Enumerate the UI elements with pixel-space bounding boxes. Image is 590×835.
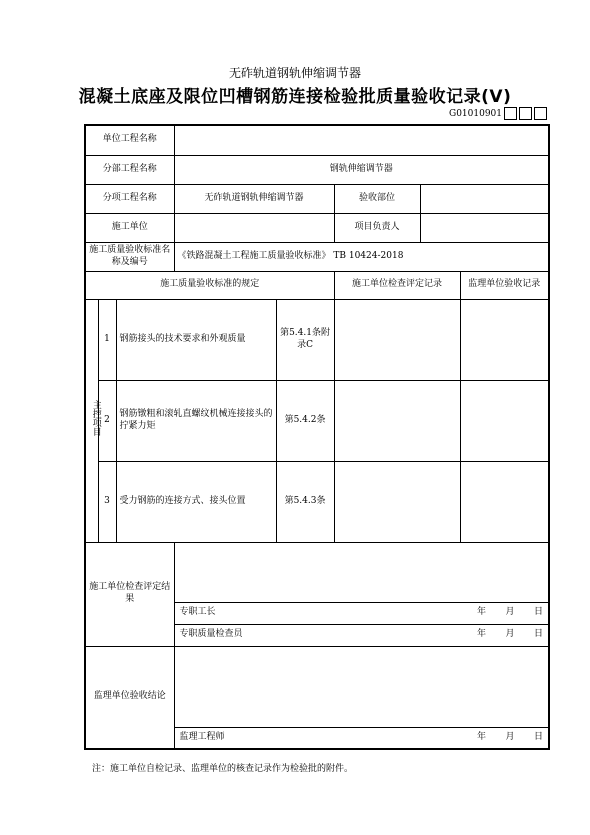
item-supervisor-record[interactable] [460, 461, 549, 542]
item-desc: 钢筋接头的技术要求和外观质量 [116, 299, 276, 380]
item-no: 3 [98, 461, 116, 542]
unit-project-label: 单位工程名称 [85, 125, 174, 155]
engineer-label: 监理工程师 [179, 731, 225, 742]
month-label: 月 [505, 629, 515, 640]
main-control-item-row [85, 299, 549, 380]
constructor-record-column-header: 施工单位检查评定记录 [334, 271, 460, 299]
month-label: 月 [505, 731, 515, 742]
foreman-sign-cell[interactable] [174, 602, 549, 624]
standard-label: 施工质量验收标准名称及编号 [85, 242, 174, 271]
inspector-sign-cell[interactable] [174, 624, 549, 646]
form-subtitle: 无砟轨道钢轨伸缩调节器 [228, 66, 361, 80]
code-box-1[interactable] [504, 107, 517, 120]
year-label: 年 [477, 629, 487, 640]
foreman-label: 专职工长 [179, 607, 216, 618]
item-no: 2 [98, 380, 116, 461]
constructor-label: 施工单位 [85, 213, 174, 242]
footnote: 注：施工单位自检记录、监理单位的核查记录作为检验批的附件。 [92, 764, 354, 774]
row-constructor [85, 213, 549, 242]
code-box-2[interactable] [519, 107, 532, 120]
division-value[interactable]: 钢轨伸缩调节器 [174, 155, 549, 184]
unit-project-value[interactable] [174, 125, 549, 155]
item-clause: 第5.4.3条 [276, 461, 334, 542]
day-label: 日 [533, 607, 543, 618]
code-box-3[interactable] [534, 107, 547, 120]
row-unit-project [85, 125, 549, 155]
row-division [85, 155, 549, 184]
division-label: 分部工程名称 [85, 155, 174, 184]
spec-column-header: 施工质量验收标准的规定 [85, 271, 334, 299]
project-manager-label: 项目负责人 [334, 213, 420, 242]
supervisor-result-value[interactable] [174, 646, 549, 727]
project-manager-value[interactable] [420, 213, 549, 242]
inspector-label: 专职质量检查员 [179, 629, 243, 640]
supervisor-result-row [85, 646, 549, 727]
day-label: 日 [533, 731, 543, 742]
year-label: 年 [477, 731, 487, 742]
row-subdivision [85, 184, 549, 213]
constructor-result-value[interactable] [174, 542, 549, 602]
constructor-result-row [85, 542, 549, 602]
inspection-part-value[interactable] [420, 184, 549, 213]
subdivision-value[interactable]: 无砟轨道钢轨伸缩调节器 [174, 184, 334, 213]
form-code [449, 107, 547, 120]
foreman-date [477, 607, 543, 619]
main-control-label [85, 299, 101, 542]
item-supervisor-record[interactable] [460, 380, 549, 461]
form-code-text: G01010901 [449, 108, 502, 119]
main-control-item-row [85, 380, 549, 461]
item-desc: 受力钢筋的连接方式、接头位置 [116, 461, 276, 542]
row-standard [85, 242, 549, 271]
year-label: 年 [477, 607, 487, 618]
item-desc: 钢筋镦粗和滚轧直螺纹机械连接接头的拧紧力矩 [116, 380, 276, 461]
supervisor-record-column-header: 监理单位验收记录 [460, 271, 549, 299]
item-constructor-record[interactable] [334, 299, 460, 380]
main-control-item-row [85, 461, 549, 542]
month-label: 月 [505, 607, 515, 618]
item-constructor-record[interactable] [334, 380, 460, 461]
inspection-record-table [84, 124, 550, 750]
subdivision-label: 分项工程名称 [85, 184, 174, 213]
inspection-part-label: 验收部位 [334, 184, 420, 213]
main-control-label-text: 主控项目 [90, 400, 101, 437]
inspector-date [477, 629, 543, 641]
item-no: 1 [98, 299, 116, 380]
day-label: 日 [533, 629, 543, 640]
supervisor-result-label: 监理单位验收结论 [85, 646, 174, 749]
standard-value[interactable]: 《铁路混凝土工程施工质量验收标准》 TB 10424-2018 [174, 242, 549, 271]
item-clause: 第5.4.1条附录C [276, 299, 334, 380]
item-clause: 第5.4.2条 [276, 380, 334, 461]
form-title: 混凝土底座及限位凹槽钢筋连接检验批质量验收记录(Ⅴ) [78, 87, 512, 107]
item-constructor-record[interactable] [334, 461, 460, 542]
item-supervisor-record[interactable] [460, 299, 549, 380]
engineer-date [477, 732, 543, 744]
constructor-value[interactable] [174, 213, 334, 242]
constructor-result-label: 施工单位检查评定结果 [85, 542, 174, 646]
row-column-headers [85, 271, 549, 299]
engineer-sign-cell[interactable] [174, 727, 549, 749]
